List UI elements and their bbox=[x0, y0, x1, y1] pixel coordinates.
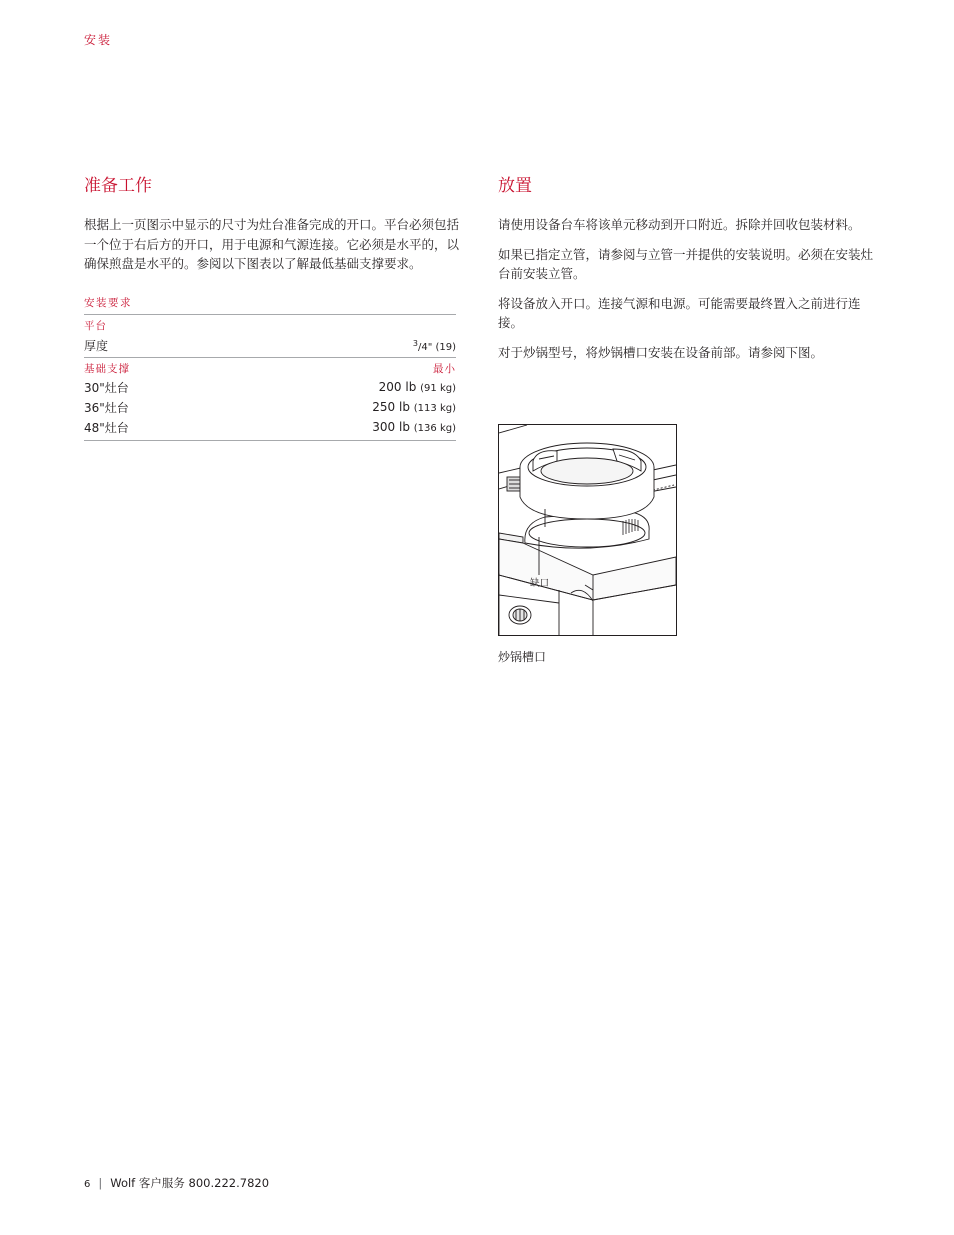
table-row bbox=[84, 335, 456, 358]
row-value: 200 lb (91 kg) bbox=[378, 379, 456, 394]
footer-separator: | bbox=[98, 1176, 103, 1190]
notch-callout: 缺口 bbox=[530, 578, 550, 589]
row-label: 30"灶台 bbox=[84, 380, 129, 395]
row-label: 48"灶台 bbox=[84, 418, 216, 441]
thickness-label: 厚度 bbox=[84, 338, 109, 353]
base-support-label: 基础支撑 bbox=[84, 357, 216, 378]
placement-paragraph: 将设备放入开口。连接气源和电源。可能需要最终置入之前进行连接。 bbox=[498, 295, 861, 330]
table-row bbox=[84, 418, 456, 441]
table-row bbox=[84, 398, 456, 418]
wok-ring-drawing bbox=[499, 425, 676, 635]
placement-heading: 放置 bbox=[498, 176, 532, 196]
preparation-heading: 准备工作 bbox=[84, 176, 152, 196]
preparation-column bbox=[84, 175, 464, 441]
figure-caption: 炒锅槽口 bbox=[498, 650, 547, 664]
preparation-paragraph: 根据上一页图示中显示的尺寸为灶台准备完成的开口。平台必须包括一个位于右后方的开口，用于电源和气源连接。它必须是水平的，以确保煎盘是水平的。参阅以下图表以了解最低基础支撑要求。 bbox=[84, 217, 460, 271]
thickness-value: $^3$/4" (19) bbox=[412, 338, 456, 353]
installation-requirements-table bbox=[84, 294, 456, 441]
placement-column bbox=[498, 175, 882, 372]
customer-service-text: Wolf 客户服务 800.222.7820 bbox=[110, 1176, 270, 1190]
table-title: 安装要求 bbox=[84, 294, 456, 315]
minimum-label: 最小 bbox=[216, 357, 456, 378]
page-number: 6 bbox=[84, 1179, 91, 1190]
section-label: 安装 bbox=[84, 33, 113, 47]
placement-paragraph: 对于炒锅型号，将炒锅槽口安装在设备前部。请参阅下图。 bbox=[498, 344, 824, 360]
wok-ring-illustration bbox=[498, 424, 677, 636]
row-value: 300 lb (136 kg) bbox=[216, 418, 456, 441]
placement-paragraph: 如果已指定立管，请参阅与立管一并提供的安装说明。必须在安装灶台前安装立管。 bbox=[498, 246, 874, 281]
row-label: 36"灶台 bbox=[84, 400, 129, 415]
placement-paragraph: 请使用设备台车将该单元移动到开口附近。拆除并回收包装材料。 bbox=[498, 217, 861, 232]
platform-label: 平台 bbox=[84, 319, 107, 332]
table-row bbox=[84, 378, 456, 398]
page-footer bbox=[84, 1175, 269, 1191]
row-value: 250 lb (113 kg) bbox=[372, 399, 456, 414]
